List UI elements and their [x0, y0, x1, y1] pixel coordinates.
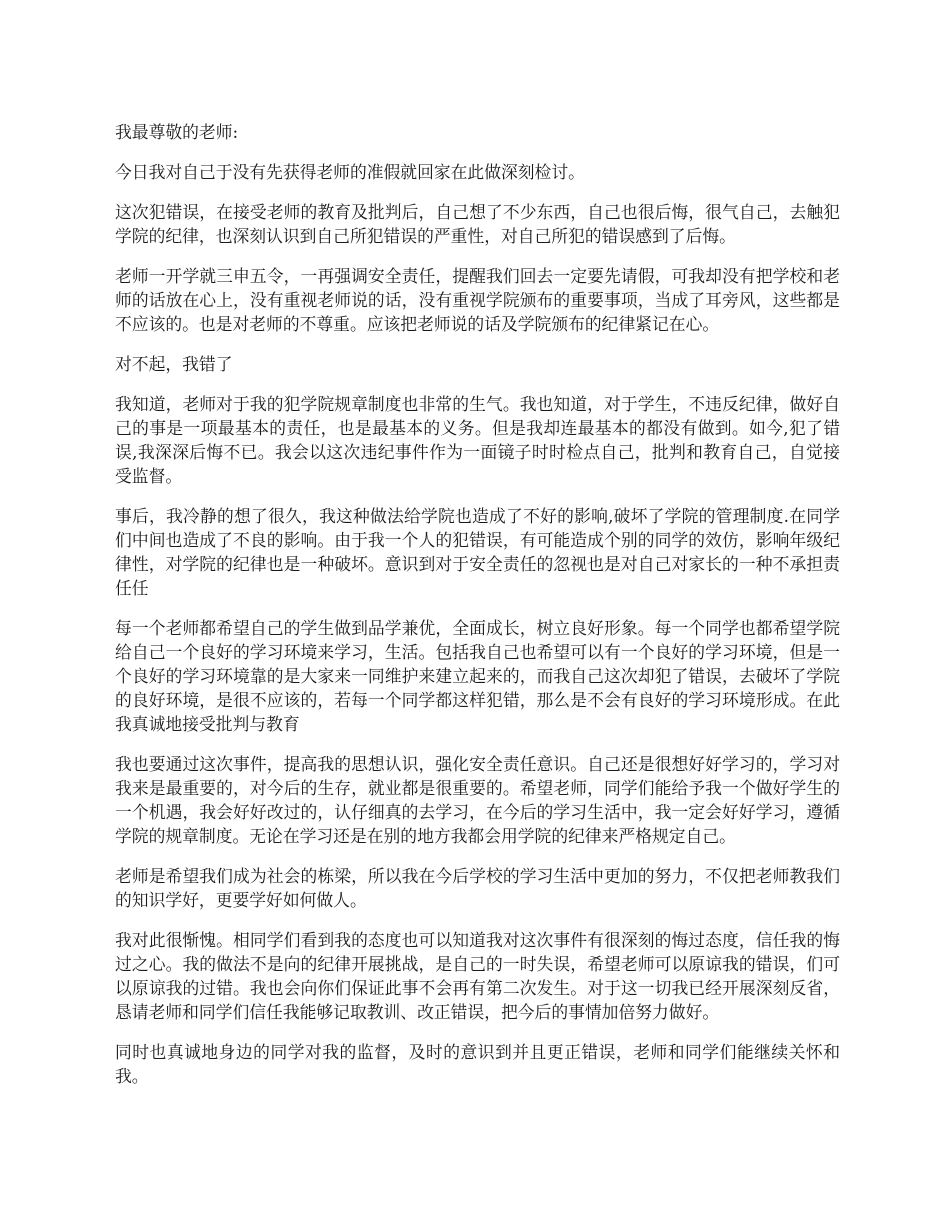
document-body	[115, 120, 840, 1104]
paragraph-4: 对不起，我错了	[115, 354, 233, 374]
paragraph-7: 每一个老师都希望自己的学生做到品学兼优，全面成长，树立良好形象。每一个同学也都希望学院给自己一个良好的学习环境来学习，生活。包括我自己也希望可以有一个良好的学习环境，但是一个良好的学习环境靠的是大家来一同维护来建立起来的，而我自己这次却犯了错误，去破坏了学院的良好环境，是很不应该的，若每一个同学都这样犯错，那么是不会有良好的学习环境形成。在此我真诚地接受批判与教育	[115, 618, 840, 734]
salutation: 我最尊敬的老师:	[115, 122, 239, 142]
paragraph-5: 我知道，老师对于我的犯学院规章制度也非常的生气。我也知道，对于学生，不违反纪律，做好自己的事是一项最基本的责任，也是最基本的义务。但是我却连最基本的都没有做到。如今,犯了错误,我深深后悔不已。我会以这次违纪事件作为一面镜子时时检点自己，批判和教育自己，自觉接受监督。	[115, 394, 840, 486]
paragraph-10: 我对此很惭愧。相同学们看到我的态度也可以知道我对这次事件有很深刻的悔过态度，信任我的悔过之心。我的做法不是向的纪律开展挑战，是自己的一时失误，希望老师可以原谅我的错误，们可以原谅我的过错。我也会向你们保证此事不会再有第二次发生。对于这一切我已经开展深刻反省，恳请老师和同学们信任我能够记取教训、改正错误，把今后的事情加倍努力做好。	[115, 930, 840, 1022]
paragraph-2: 这次犯错误，在接受老师的教育及批判后，自己想了不少东西，自己也很后悔，很气自己，去触犯学院的纪律，也深刻认识到自己所犯错误的严重性，对自己所犯的错误感到了后悔。	[115, 202, 840, 246]
paragraph-1: 今日我对自己于没有先获得老师的准假就回家在此做深刻检讨。	[115, 162, 585, 182]
paragraph-11: 同时也真诚地身边的同学对我的监督，及时的意识到并且更正错误，老师和同学们能继续关怀和我。	[115, 1042, 840, 1086]
paragraph-8: 我也要通过这次事件，提高我的思想认识，强化安全责任意识。自己还是很想好好学习的，学习对我来是最重要的，对今后的生存，就业都是很重要的。希望老师，同学们能给予我一个做好学生的一个机遇，我会好好改过的，认仔细真的去学习，在今后的学习生活中，我一定会好好学习，遵循学院的规章制度。无论在学习还是在别的地方我都会用学院的纪律来严格规定自己。	[115, 754, 840, 846]
paragraph-6: 事后，我冷静的想了很久，我这种做法给学院也造成了不好的影响,破坏了学院的管理制度.在同学们中间也造成了不良的影响。由于我一个人的犯错误，有可能造成个别的同学的效仿，影响年级纪律性，对学院的纪律也是一种破坏。意识到对于安全责任的忽视也是对自己对家长的一种不承担责任任	[115, 506, 840, 598]
paragraph-9: 老师是希望我们成为社会的栋梁，所以我在今后学校的学习生活中更加的努力，不仅把老师教我们的知识学好，更要学好如何做人。	[115, 866, 840, 910]
paragraph-3: 老师一开学就三申五令，一再强调安全责任，提醒我们回去一定要先请假，可我却没有把学校和老师的话放在心上，没有重视老师说的话，没有重视学院颁布的重要事项，当成了耳旁风，这些都是不应该的。也是对老师的不尊重。应该把老师说的话及学院颁布的纪律紧记在心。	[115, 266, 840, 334]
